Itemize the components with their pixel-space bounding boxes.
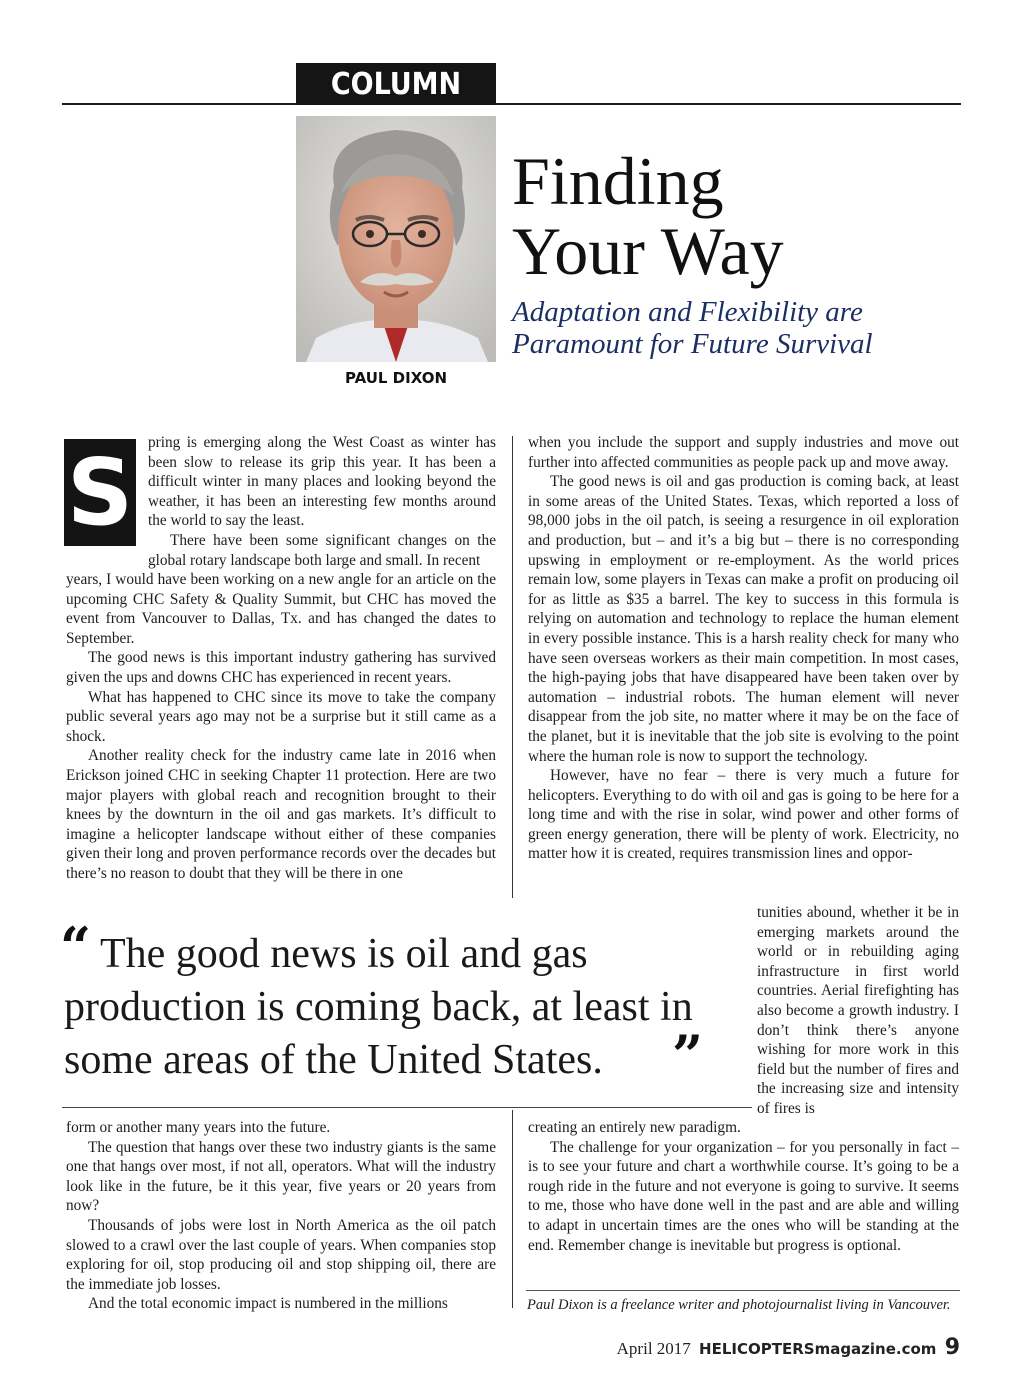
- footer-brand: HELICOPTERSmagazine.com: [699, 1340, 937, 1358]
- body-paragraph: However, have no fear – there is very much a future for helicopters. Everything to do with oil and gas is going to be here for a long time and with the rise in solar, wind power and other forms of green energy generation, there will be plenty of work. Electricity, no matter how it is created, requires transmission lines and oppor-: [528, 767, 959, 863]
- body-paragraph: tunities abound, whether it be in emerging markets around the world or in rebuilding aging infrastructure in first world countries. Aerial firefighting has also become a growth industry. I don’t think there’s anyone wishing for more work in this field but the number of fires and the increasing size and intensity of fires is: [757, 904, 959, 1117]
- left-column-bottom: [66, 1118, 496, 1314]
- intro-paragraph-1: pring is emerging along the West Coast as winter has been slow to release its grip this year. It has been a difficult winter in many places and looking beyond the weather, it has been an interesting few months around the world to say the least.: [148, 434, 496, 530]
- body-paragraph: Another reality check for the industry came late in 2016 when Erickson joined CHC in seeking Chapter 11 protection. Here are two major players with global reach and recognition brought to their knees by the downturn in the oil and gas markets. It’s difficult to imagine a helicopter landscape without either of these companies given their long and proven performance records over the decades but there’s no reason to doubt that they will be there in one: [66, 747, 496, 882]
- section-label: COLUMN: [296, 63, 496, 105]
- footer-issue: April 2017: [616, 1339, 691, 1358]
- body-paragraph: The good news is this important industry gathering has survived given the ups and downs CHC has experienced in recent years.: [66, 649, 496, 686]
- body-paragraph: form or another many years into the future.: [66, 1119, 331, 1136]
- right-column-top: [528, 433, 959, 864]
- left-column-top: [66, 570, 496, 884]
- body-paragraph: And the total economic impact is numbered in the millions: [88, 1295, 448, 1313]
- title-line-2: Your Way: [512, 213, 784, 289]
- title-line-1: Finding: [512, 143, 724, 219]
- right-column-wrap: [757, 903, 959, 1119]
- pull-quote: [64, 928, 714, 1087]
- column-divider-bottom: [512, 1110, 513, 1308]
- drop-cap: S: [64, 439, 136, 546]
- body-paragraph: when you include the support and supply industries and move out further into affected communities as people pack up and move away.: [528, 434, 959, 471]
- bio-rule: [526, 1290, 960, 1291]
- intro-paragraphs: [148, 433, 496, 570]
- header-rule: [62, 103, 961, 105]
- page-footer: [617, 1335, 960, 1360]
- article-deck: Adaptation and Flexibility are Paramount for Future Survival: [512, 296, 873, 360]
- column-divider-top: [512, 436, 513, 898]
- author-bio: Paul Dixon is a freelance writer and photojournalist living in Vancouver.: [527, 1297, 951, 1313]
- author-photo: [296, 116, 496, 362]
- body-paragraph: The good news is oil and gas production is coming back, at least in some areas of the United States. Texas, which reported a loss of 98,000 jobs in the oil patch, is seeing a resurgence in oil exploration and production, but – and it’s a big but – there is no corresponding upswing in employment or re-employment. As the world prices remain low, some players in Texas can make a profit on producing oil for as little as $35 a barrel. The key to success in this formula is relying on automation and technology to replace the human element in every possible instance. This is a harsh reality check for many who have seen overseas workers as their main competition. In most cases, the high-paying jobs that have disappeared have been taken over by automation – industrial robots. The human element will never disappear from the job site, no matter where it may be on the face of the planet, but it is inevitable that the job site is evolving to the point where the human role is now to support the technology.: [528, 473, 959, 765]
- body-paragraph: Thousands of jobs were lost in North America as the oil patch slowed to a crawl over the last couple of years. When companies stop exploring for oil, stop producing oil and stop shipping oil, there are the immediate job losses.: [66, 1216, 496, 1293]
- body-paragraph: The challenge for your organization – for you personally in fact – is to see your future and chart a worthwhile course. It’s going to be a rough ride in the future and not everyone is going to survive. It seems to me, those who have done well in the past and are able and willing to adapt in uncertain times are the ones who will be standing at the end. Remember change is inevitable but progress is optional.: [528, 1138, 959, 1254]
- right-column-bottom: [528, 1118, 959, 1255]
- body-paragraph: creating an entirely new paradigm.: [528, 1119, 741, 1136]
- body-paragraph: years, I would have been working on a new angle for an article on the upcoming CHC Safety & Quality Summit, but CHC has moved the event from Vancouver to Dallas, Tx. and has changed the dates to September.: [66, 571, 496, 647]
- body-paragraph: The question that hangs over these two industry giants is the same one that hangs over most, if not all, operators. What will the industry look like in the future, be it this year, five years or 20 years from now?: [66, 1138, 496, 1215]
- pull-quote-text: The good news is oil and gas production is coming back, at least in some areas of the United States.: [64, 931, 693, 1083]
- intro-paragraph-2-start: There have been some significant changes on the global rotary landscape both large and small. In recent: [148, 531, 496, 569]
- article-title: [512, 143, 784, 289]
- pull-quote-rule: [62, 1107, 752, 1108]
- open-quote-mark: “: [60, 915, 92, 979]
- body-paragraph: What has happened to CHC since its move to take the company public several years ago may not be a surprise but it still came as a shock.: [66, 688, 496, 745]
- close-quote-mark: ”: [672, 1023, 704, 1087]
- page-number: 9: [944, 1335, 960, 1360]
- author-caption: PAUL DIXON: [344, 369, 448, 387]
